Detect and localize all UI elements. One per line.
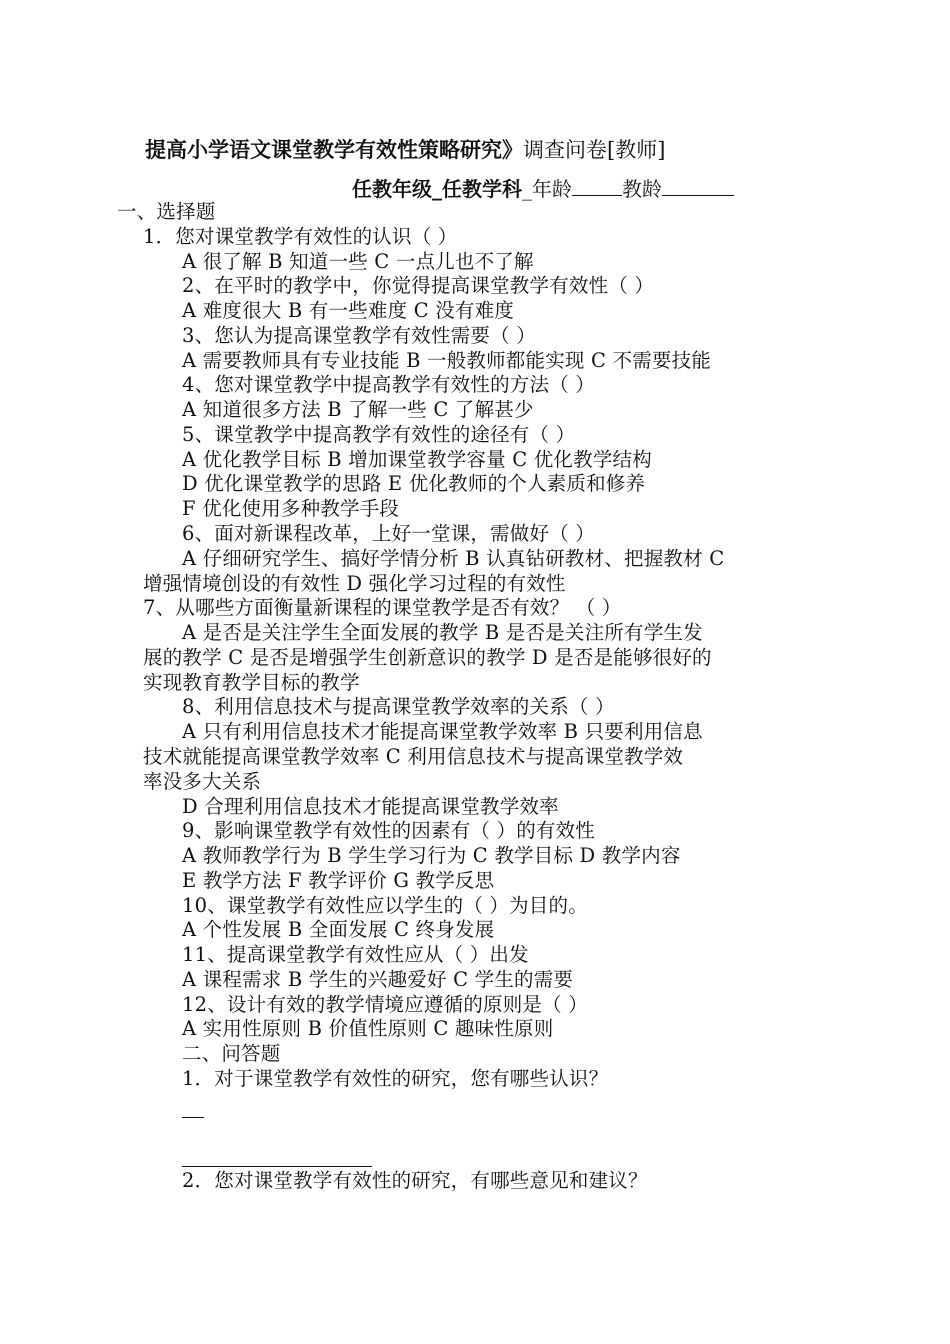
answer-start-dash[interactable] — [182, 1117, 204, 1118]
age-blank[interactable] — [572, 175, 622, 196]
subject-separator: _ — [522, 177, 532, 201]
question-8-options-c: 率没多大关系 — [143, 770, 262, 793]
title-main: 提高小学语文课堂教学有效性策略研究》 — [145, 137, 523, 162]
section-heading-choice: 一、选择题 — [117, 200, 216, 223]
teaching-age-label: 教龄 — [622, 177, 662, 201]
title-suffix: 调查问卷[教师] — [523, 138, 666, 162]
question-1: 1．您对课堂教学有效性的认识（ ） — [143, 225, 458, 248]
section-heading-qa: 二、问答题 — [182, 1042, 281, 1065]
grade-label: 任教年级 — [352, 177, 432, 201]
question-4-options: A 知道很多方法 B 了解一些 C 了解甚少 — [182, 398, 534, 421]
question-12-options: A 实用性原则 B 价值性原则 C 趣味性原则 — [182, 1017, 554, 1040]
question-5-options-b: D 优化课堂教学的思路 E 优化教师的个人素质和修养 — [182, 472, 646, 495]
question-6-options-a: A 仔细研究学生、搞好学情分析 B 认真钻研教材、把握教材 C — [182, 547, 725, 570]
grade-separator: _ — [432, 177, 442, 201]
question-9-options-a: A 教师教学行为 B 学生学习行为 C 教学目标 D 教学内容 — [182, 844, 681, 867]
question-8-options-b: 技术就能提高课堂教学效率 C 利用信息技术与提高课堂教学效 — [143, 745, 684, 768]
answer-line-1[interactable] — [182, 1166, 372, 1167]
question-3-options: A 需要教师具有专业技能 B 一般教师都能实现 C 不需要技能 — [182, 349, 712, 372]
question-8-options-a: A 只有利用信息技术才能提高课堂教学效率 B 只要利用信息 — [182, 720, 703, 743]
subject-label: 任教学科 — [442, 177, 522, 201]
document-title — [145, 136, 665, 164]
question-6: 6、面对新课程改革，上好一堂课，需做好（ ） — [182, 522, 596, 545]
qa-question-1: 1．对于课堂教学有效性的研究，您有哪些认识？ — [182, 1067, 609, 1090]
question-2-options: A 难度很大 B 有一些难度 C 没有难度 — [182, 299, 515, 322]
question-12: 12、设计有效的教学情境应遵循的原则是（ ） — [182, 993, 588, 1016]
question-7-options-a: A 是否是关注学生全面发展的教学 B 是否是关注所有学生发 — [182, 621, 703, 644]
teacher-info-row — [352, 175, 734, 202]
question-10-options: A 个性发展 B 全面发展 C 终身发展 — [182, 918, 495, 941]
teaching-age-blank[interactable] — [662, 175, 734, 196]
question-8: 8、利用信息技术与提高课堂教学效率的关系（ ） — [182, 695, 615, 718]
question-9-options-b: E 教学方法 F 教学评价 G 教学反思 — [182, 869, 495, 892]
question-7: 7、从哪些方面衡量新课程的课堂教学是否有效？ （ ） — [143, 596, 622, 619]
question-7-options-b: 展的教学 C 是否是增强学生创新意识的教学 D 是否是能够很好的 — [143, 646, 712, 669]
question-5-options-a: A 优化教学目标 B 增加课堂教学容量 C 优化教学结构 — [182, 448, 652, 471]
question-9: 9、影响课堂教学有效性的因素有（ ）的有效性 — [182, 819, 596, 842]
question-5: 5、课堂教学中提高教学有效性的途径有（ ） — [182, 423, 576, 446]
question-8-options-d: D 合理利用信息技术才能提高课堂教学效率 — [182, 795, 559, 818]
qa-question-2: 2．您对课堂教学有效性的研究，有哪些意见和建议？ — [182, 1169, 648, 1192]
question-5-options-c: F 优化使用多种教学手段 — [182, 497, 400, 520]
question-2: 2、在平时的教学中，你觉得提高课堂教学有效性（ ） — [182, 274, 655, 297]
question-3: 3、您认为提高课堂教学有效性需要（ ） — [182, 324, 536, 347]
question-6-options-b: 增强情境创设的有效性 D 强化学习过程的有效性 — [143, 572, 566, 595]
question-7-options-c: 实现教育教学目标的教学 — [143, 671, 360, 694]
question-10: 10、课堂教学有效性应以学生的（ ）为目的。 — [182, 894, 588, 917]
question-4: 4、您对课堂教学中提高教学有效性的方法（ ） — [182, 373, 596, 396]
question-11-options: A 课程需求 B 学生的兴趣爱好 C 学生的需要 — [182, 968, 574, 991]
age-label: 年龄 — [532, 177, 572, 201]
question-1-options: A 很了解 B 知道一些 C 一点儿也不了解 — [182, 250, 534, 273]
question-11: 11、提高课堂教学有效性应从（ ）出发 — [182, 943, 529, 966]
